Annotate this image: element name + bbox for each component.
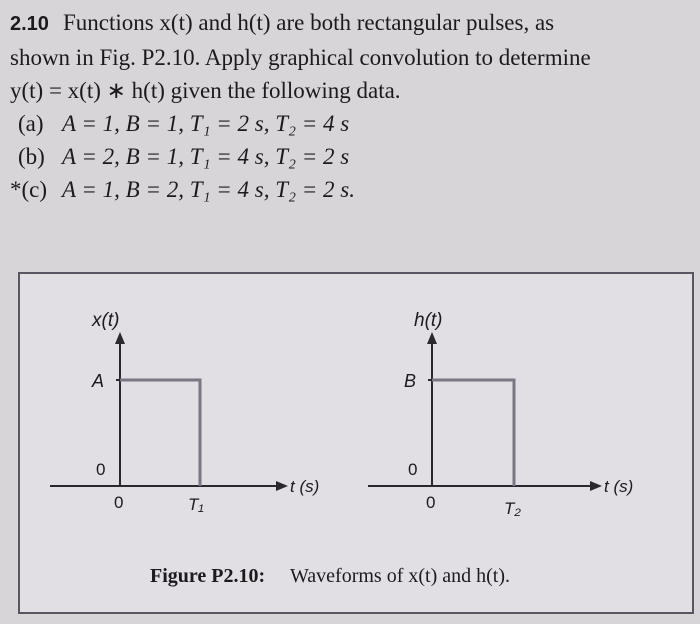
problem-number: 2.10 (10, 13, 49, 35)
plot-x-horizontal-arrow-icon (276, 481, 288, 491)
plot-x-vertical-arrow-icon (115, 332, 125, 344)
problem-line-1 (10, 6, 696, 41)
item-text: A = 1, B = 2, T₁ = 4 s, T₂ = 2 s. (62, 177, 355, 202)
plot-x-title: x(t) (92, 310, 120, 331)
problem-item-a (10, 107, 696, 140)
plot-h-horizontal-arrow-icon (590, 481, 602, 491)
plot-h-t2-label: T₂ (504, 499, 521, 518)
plot-x-axis-label: t (s) (290, 477, 320, 496)
item-label: (a) (18, 111, 44, 136)
plot-x-level-label: A (92, 371, 105, 391)
plot-h-title: h(t) (414, 310, 443, 331)
plot-h-vertical-arrow-icon (427, 332, 437, 344)
plot-x-t1-label: T₁ (188, 495, 204, 514)
plot-h-axis-label: t (s) (604, 477, 634, 496)
figure-p2-10 (18, 272, 694, 614)
figure-caption-label: Figure P2.10: (150, 565, 266, 587)
plot-h-zero-x-label: 0 (426, 493, 436, 512)
plot-x-zero-x-label: 0 (114, 493, 124, 512)
plot-x-pulse (120, 380, 200, 486)
item-label: *(c) (10, 177, 48, 202)
plot-h-level-label: B (404, 371, 417, 391)
plot-h-zero-y-label: 0 (408, 460, 418, 479)
figure-caption-text: Waveforms of x(t) and h(t). (290, 565, 510, 587)
item-text: A = 2, B = 1, T₁ = 4 s, T₂ = 2 s (62, 144, 350, 169)
item-text: A = 1, B = 1, T₁ = 2 s, T₂ = 4 s (62, 111, 350, 136)
plot-x-zero-y-label: 0 (96, 460, 106, 479)
problem-text-line-3: y(t) = x(t) ∗ h(t) given the following data. (10, 78, 401, 103)
problem-statement (10, 6, 696, 206)
problem-item-c (10, 173, 696, 206)
problem-text-line-2: shown in Fig. P2.10. Apply graphical convolution to determine (10, 45, 591, 70)
plot-x (50, 310, 319, 514)
plot-h (368, 310, 633, 518)
problem-text-line-1: Functions x(t) and h(t) are both rectangular pulses, as (62, 10, 555, 35)
item-label: (b) (18, 144, 45, 169)
plot-h-pulse (432, 380, 514, 486)
figure-waveforms (20, 274, 692, 612)
problem-item-b (10, 140, 696, 173)
